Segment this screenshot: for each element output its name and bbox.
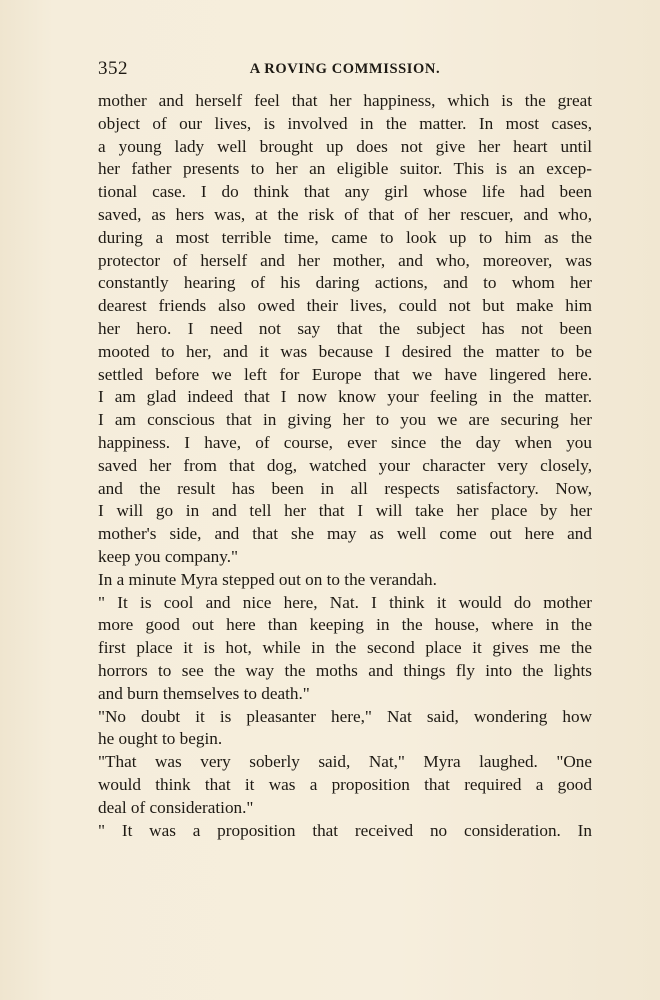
text-line: during a most terrible time, came to look up to him as the bbox=[98, 227, 592, 247]
text-line: more good out here than keeping in the house, where in the bbox=[98, 615, 592, 635]
text-line: object of our lives, is involved in the matter. In most cases, bbox=[98, 113, 592, 133]
text-line: would think that it was a proposition that required a good bbox=[98, 774, 592, 794]
text-line: mooted to her, and it was because I desired the matter to be bbox=[98, 341, 592, 361]
text-line: I am conscious that in giving her to you we are securing her bbox=[98, 410, 592, 430]
text-line: happiness. I have, of course, ever since the day when you bbox=[98, 432, 592, 452]
text-line: I will go in and tell her that I will take her place by her bbox=[98, 501, 592, 521]
text-line: keep you company." bbox=[98, 546, 239, 566]
text-line: deal of consideration." bbox=[98, 797, 254, 817]
text-line: mother and herself feel that her happiness, which is the great bbox=[98, 91, 592, 110]
text-line: her father presents to her an eligible suitor. This is an excep- bbox=[98, 159, 592, 179]
text-line: "That was very soberly said, Nat," Myra laughed. "One bbox=[98, 752, 592, 772]
running-title: A ROVING COMMISSION. bbox=[249, 61, 441, 77]
text-line: first place it is hot, while in the second place it gives me the bbox=[98, 638, 592, 658]
text-line: saved, as hers was, at the risk of that of her rescuer, and who, bbox=[98, 204, 592, 224]
text-line: settled before we left for Europe that we have lingered here. bbox=[98, 364, 592, 384]
text-line: her hero. I need not say that the subject has not been bbox=[98, 318, 592, 338]
body-text bbox=[98, 90, 592, 842]
text-line: and burn themselves to death." bbox=[98, 683, 310, 703]
page-number: 352 bbox=[98, 58, 128, 79]
text-line: " It was a proposition that received no consideration. In bbox=[98, 820, 592, 840]
text-line: In a minute Myra stepped out on to the verandah. bbox=[98, 569, 437, 589]
text-line: I am glad indeed that I now know your feeling in the matter. bbox=[98, 387, 592, 407]
text-line: "No doubt it is pleasanter here," Nat said, wondering how bbox=[98, 706, 592, 726]
text-line: horrors to see the way the moths and things fly into the lights bbox=[98, 660, 592, 680]
text-line: constantly hearing of his daring actions, and to whom her bbox=[98, 273, 592, 293]
text-line: saved her from that dog, watched your character very closely, bbox=[98, 455, 592, 475]
text-line: mother's side, and that she may as well come out here and bbox=[98, 524, 592, 544]
page-header bbox=[98, 58, 592, 82]
text-line: " It is cool and nice here, Nat. I think it would do mother bbox=[98, 592, 592, 612]
text-line: and the result has been in all respects satisfactory. Now, bbox=[98, 478, 592, 498]
text-line: tional case. I do think that any girl whose life had been bbox=[98, 182, 592, 202]
text-line: a young lady well brought up does not give her heart until bbox=[98, 136, 592, 156]
text-line: he ought to begin. bbox=[98, 729, 223, 749]
text-line: dearest friends also owed their lives, could not but make him bbox=[98, 296, 592, 316]
text-line: protector of herself and her mother, and who, moreover, was bbox=[98, 250, 592, 270]
